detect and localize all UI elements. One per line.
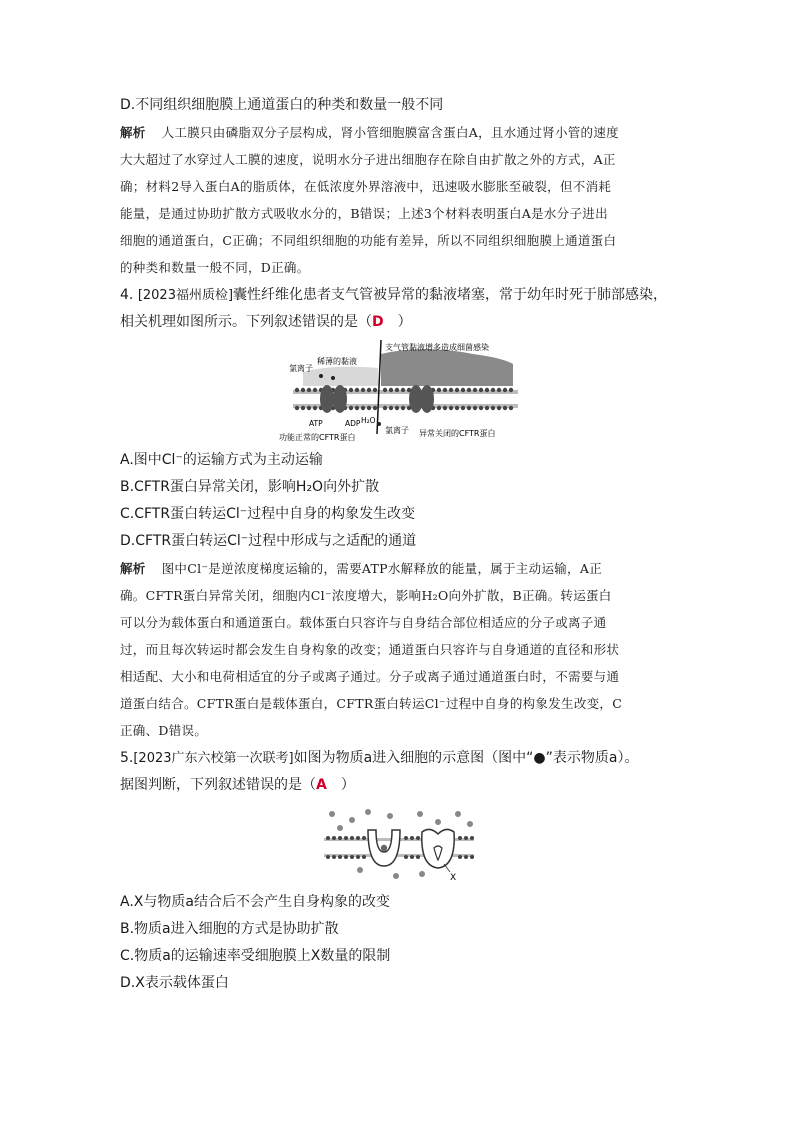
closed-cftr-protein: [409, 385, 434, 413]
figure-divider: [377, 340, 381, 434]
label-normal-cftr: 功能正常的CFTR蛋白: [279, 433, 356, 442]
q5-option-a: A.X与物质a结合后不会产生自身构象的改变: [120, 894, 390, 910]
q4-option-a: A.图中Cl⁻的运输方式为主动运输: [120, 452, 323, 468]
label-chloride-right: 氯离子: [385, 426, 409, 435]
label-water: H₂O: [361, 416, 376, 425]
label-closed-cftr: 异常关闭的CFTR蛋白: [419, 429, 496, 438]
substance-a-inside: [357, 867, 425, 879]
q4-explanation-line-3: 可以分为载体蛋白和通道蛋白。载体蛋白只容许与自身结合部位相适应的分子或离子通: [120, 615, 607, 630]
q5-answer: A: [316, 777, 327, 793]
prev-explanation-line-5: 细胞的通道蛋白，C正确；不同组织细胞的功能有差异，所以不同组织细胞膜上通道蛋白: [120, 233, 617, 248]
label-thick-mucus: 支气管黏液增多造成细菌感染: [385, 343, 489, 352]
q5-option-d: D.X表示载体蛋白: [120, 975, 229, 991]
q4-stem-line-2: 相关机理如图所示。下列叙述错误的是（D ）: [120, 314, 412, 330]
prev-explanation-line-6: 的种类和数量一般不同，D正确。: [120, 260, 310, 275]
q4-explanation-line-7: 正确、D错误。: [120, 723, 208, 738]
q4-explanation-line-2: 确。CFTR蛋白异常关闭，细胞内Cl⁻浓度增大，影响H₂O向外扩散，B正确。转运蛋白: [120, 588, 612, 603]
carrier-protein-figure: [320, 808, 480, 884]
q5-option-c: C.物质a的运输速率受细胞膜上X数量的限制: [120, 948, 391, 964]
q4-explanation-line-1: 解析 图中Cl⁻是逆浓度梯度运输的，需要ATP水解释放的能量，属于主动运输，A正: [120, 561, 602, 576]
explanation-label: 解析: [120, 125, 146, 140]
thick-mucus-region: [381, 349, 513, 386]
prev-option-d: D.不同组织细胞膜上通道蛋白的种类和数量一般不同: [120, 97, 444, 113]
label-adp: ADP: [345, 419, 361, 428]
label-chloride-left: 氯离子: [289, 364, 313, 373]
cftr-mechanism-figure: [273, 338, 523, 448]
carrier-protein-open: [368, 830, 400, 866]
q4-answer: D: [372, 314, 384, 330]
q5-source: [2023广东六校第一次联考]: [133, 751, 294, 766]
q4-stem-line-1: 4. [2023福州质检]囊性纤维化患者支气管被异常的黏液堵塞，常于幼年时死于肺部感染，: [120, 287, 668, 303]
prev-explanation-line-4: 能量，是通过协助扩散方式吸收水分的，B错误；上述3个材料表明蛋白A是水分子进出: [120, 206, 608, 221]
q4-explanation-line-5: 相适配、大小和电荷相适宜的分子或离子通过。分子或离子通过通道蛋白时，不需要与通: [120, 669, 620, 684]
prev-explanation-line-1: 解析 人工膜只由磷脂双分子层构成，肾小管细胞膜富含蛋白A，且水通过肾小管的速度: [120, 125, 619, 140]
explanation-label: 解析: [120, 561, 146, 576]
q4-explanation-line-4: 过，而且每次转运时都会发生自身构象的改变；通道蛋白只容许与自身通道的直径和形状: [120, 642, 620, 657]
prev-explanation-line-2: 大大超过了水穿过人工膜的速度，说明水分子进出细胞存在除自由扩散之外的方式，A正: [120, 152, 616, 167]
thin-mucus-region: [303, 367, 378, 386]
carrier-protein-x: [422, 829, 454, 868]
q4-number: 4.: [120, 287, 134, 303]
q5-number: 5.: [120, 750, 134, 766]
label-atp: ATP: [309, 419, 323, 428]
q5-stem-line-1: 5.[2023广东六校第一次联考]如图为物质a进入细胞的示意图（图中“●”表示物质a）。: [120, 750, 639, 766]
q4-option-c: C.CFTR蛋白转运Cl⁻过程中自身的构象发生改变: [120, 506, 416, 522]
q5-option-b: B.物质a进入细胞的方式是协助扩散: [120, 921, 339, 937]
q5-stem-line-2: 据图判断，下列叙述错误的是（A ）: [120, 777, 355, 793]
prev-explanation-line-3: 确；材料2导入蛋白A的脂质体，在低浓度外界溶液中，迅速吸水膨胀至破裂，但不消耗: [120, 179, 612, 194]
label-x: X: [450, 873, 457, 883]
q4-source: [2023福州质检]: [137, 288, 234, 303]
label-thin-mucus: 稀薄的黏液: [317, 357, 357, 366]
q4-option-b: B.CFTR蛋白异常关闭，影响H₂O向外扩散: [120, 479, 380, 495]
q4-option-d: D.CFTR蛋白转运Cl⁻过程中形成与之适配的通道: [120, 533, 417, 549]
q4-explanation-line-6: 道蛋白结合。CFTR蛋白是载体蛋白，CFTR蛋白转运Cl⁻过程中自身的构象发生改变，C: [120, 696, 623, 711]
